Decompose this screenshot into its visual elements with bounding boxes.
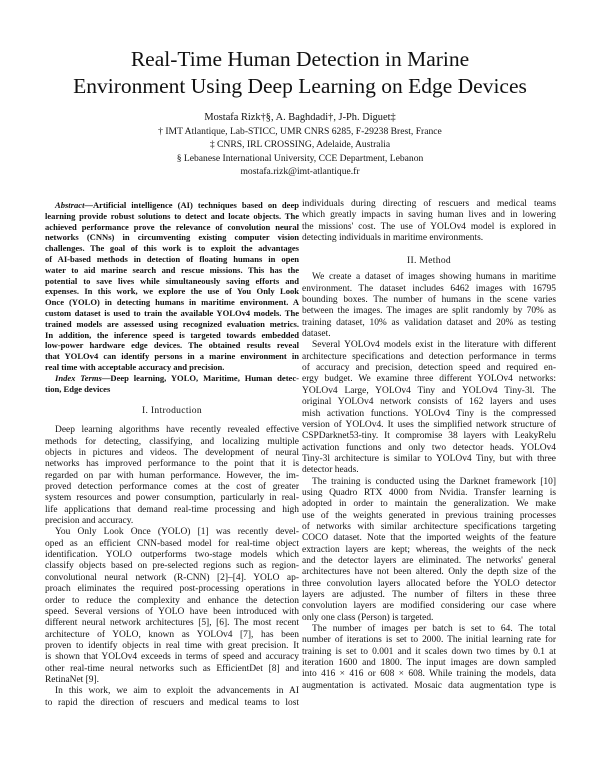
index-terms-line-1: [45, 373, 299, 384]
method-text: The number of images per batch is set to 64. The total: [312, 624, 556, 635]
intro-line: [45, 698, 299, 709]
method-text: CSPDarknet53-tiny. It compromise 38 layers with LeakyRelu: [302, 431, 556, 442]
right-column: [302, 199, 556, 692]
method-text: activation functions and only two detector heads. YOLOv4: [302, 442, 556, 453]
method-text: augmentation is activated. Mosaic data augmentation type is: [302, 680, 556, 691]
method-line: [302, 556, 556, 567]
method-line: [302, 488, 556, 499]
method-text: of networks with similar architecture specifications targeting: [302, 521, 556, 532]
method-text: number of iterations is set to 2000. The initial learning rate for: [302, 635, 556, 646]
intro-line: [45, 459, 299, 470]
method-text: The training is conducted using the Darknet framework [10]: [312, 476, 556, 487]
intro-cont-text: which greatly impacts in saving human lives and in lowering: [302, 210, 556, 221]
method-text: original YOLOv4 network consists of 162 layers and uses: [302, 397, 556, 408]
method-text: and the detector layers are eliminated. The networks' general: [302, 555, 556, 566]
method-text: architecture specifications and detection performance in terms: [302, 351, 556, 362]
method-line: [302, 522, 556, 533]
method-line: [302, 397, 556, 408]
method-line: [302, 681, 556, 692]
intro-text: proved detection performance comes at the cost of greater: [45, 482, 299, 493]
intro-line: [45, 505, 299, 516]
intro-line: [45, 641, 299, 652]
method-line: [302, 477, 556, 488]
intro-text: In this work, we aim to exploit the advancements in AI: [55, 686, 299, 697]
method-line: [302, 409, 556, 420]
method-text: bounding boxes. The number of humans in the scene varies: [302, 295, 556, 306]
intro-cont-text: the missions' cost. The use of YOLOv4 model is explored in: [302, 221, 556, 232]
intro-line: [45, 493, 299, 504]
intro-line: [45, 561, 299, 572]
intro-line: [45, 607, 299, 618]
intro-cont-line: [302, 222, 556, 233]
abstract-line: [45, 276, 299, 287]
method-line: [302, 374, 556, 385]
method-line: [302, 295, 556, 306]
abstract-line: [45, 254, 299, 265]
intro-text: system resources and power consumption, particularly in real-: [45, 493, 299, 504]
intro-text: other real-time neural networks such as EfficientDet [8] and: [45, 663, 299, 674]
method-line: [302, 601, 556, 612]
author-names: Mostafa Rizk†§, A. Baghdadi†, J-Ph. Diguet‡: [204, 112, 396, 123]
abstract-text: trained models are assessed using recognized evaluation metrics.: [45, 318, 299, 329]
method-text: convolution layers are modified considering our case where: [302, 601, 556, 612]
method-text: architectures have not been altered. Only the depth size of the: [302, 567, 556, 578]
intro-line: [45, 471, 299, 482]
intro-text: objects in pictures and videos. The development of neural: [45, 448, 299, 459]
method-line: [302, 284, 556, 295]
method-text: detector heads.: [302, 465, 359, 476]
abstract-line: [45, 232, 299, 243]
intro-line: [45, 596, 299, 607]
intro-line: [45, 437, 299, 448]
author-block: [60, 111, 540, 178]
method-line: [302, 386, 556, 397]
abstract-text: custom dataset is used to train the available YOLOv4 models. The: [45, 307, 299, 318]
intro-line: [45, 516, 299, 527]
method-text: three convolution layers allocated before the YOLO detector: [302, 578, 556, 589]
index-terms-label: Index Terms: [55, 372, 102, 383]
abstract-text: real time with acceptable accuracy and precision.: [45, 361, 225, 372]
abstract-line: [45, 265, 299, 276]
abstract-line: [45, 308, 299, 319]
method-text: layers are adjusted. The number of filters in these three: [302, 590, 556, 600]
method-text: mish activation functions. YOLOv4 Tiny is the compressed: [302, 408, 556, 419]
title-line-1: Real-Time Human Detection in Marine: [130, 47, 470, 71]
abstract-text: challenges. The goal of this work is to exploit the advantages: [45, 243, 299, 254]
method-line: [302, 318, 556, 329]
method-line: [302, 329, 556, 340]
method-line: [302, 272, 556, 283]
method-text: training dataset, 10% as validation dataset and 20% as testing: [302, 317, 556, 328]
intro-text: life applications that demand real-time processing and high: [45, 504, 299, 515]
method-text: ergy budget. We examine three different YOLOv4 networks:: [302, 374, 556, 385]
intro-line: [45, 527, 299, 538]
intro-text: RetinaNet [9].: [45, 674, 99, 685]
abstract-text: In addition, the inference speed is targeted towards embedded: [45, 329, 299, 340]
abstract-text: potential to save lives while simultaneously saving efforts and: [45, 275, 299, 286]
method-text: adopted in order to maintain the generalization. We make: [302, 499, 556, 510]
method-line: [302, 306, 556, 317]
index-terms-text-2: tion, Edge devices: [45, 383, 111, 394]
abstract-line: [45, 319, 299, 330]
abstract-line: [45, 211, 299, 222]
abstract-line: [45, 200, 299, 211]
intro-line: [45, 675, 299, 686]
abstract-text: water to aid marine search and rescue missions. This has the: [45, 264, 299, 275]
abstract: [45, 200, 299, 373]
intro-text: You Only Look Once (YOLO) [1] was recently devel-: [55, 527, 299, 538]
intro-cont-text: detecting individuals in maritime environments.: [302, 233, 484, 244]
method-line: [302, 499, 556, 510]
intro-text: speed. Several versions of YOLO have been introduced with: [45, 606, 299, 617]
section-heading-method: II. Method: [406, 255, 452, 267]
intro-cont-line: [302, 210, 556, 221]
method-text: Tiny-3l architecture is similar to YOLOv4 Tiny, but with three: [302, 453, 556, 464]
intro-text: order to reduce the complexity and enhance the detection: [45, 595, 299, 606]
abstract-line: [45, 286, 299, 297]
author-email[interactable]: mostafa.rizk@imt-atlantique.fr: [240, 165, 360, 177]
intro-text: oped as an efficient CNN-based model for real-time object: [45, 538, 299, 549]
method-line: [302, 431, 556, 442]
affiliation-2: ‡ CNRS, IRL CROSSING, Adelaide, Australia: [209, 139, 391, 151]
method-line: [302, 363, 556, 374]
intro-line: [45, 550, 299, 561]
method-line: [302, 658, 556, 669]
method-line: [302, 511, 556, 522]
method-line: [302, 579, 556, 590]
method-line: [302, 465, 556, 476]
method-line: [302, 352, 556, 363]
method-line: [302, 454, 556, 465]
method-text: use of the weights generated in previous training processes: [302, 510, 556, 521]
intro-line: [45, 539, 299, 550]
left-column: [45, 200, 299, 709]
method-line: [302, 613, 556, 624]
abstract-text: networks (CNNs) in circumventing existing computer vision: [45, 232, 299, 243]
intro-text: regarded on par with human performance. However, the im-: [45, 470, 299, 481]
intro-cont-line: [302, 199, 556, 210]
method-text: using Quadro RTX 4000 from Nvidia. Transfer learning is: [302, 487, 556, 498]
method-body: [302, 272, 556, 692]
abstract-line: [45, 222, 299, 233]
intro-text: different neural network architectures [5], [6]. The most recent: [45, 618, 299, 629]
intro-text: architecture of YOLO, known as YOLOv4 [7], has been: [45, 629, 299, 640]
intro-line: [45, 618, 299, 629]
method-line: [302, 340, 556, 351]
method-line: [302, 545, 556, 556]
method-line: [302, 590, 556, 601]
method-text: We create a dataset of images showing humans in maritime: [312, 272, 556, 283]
section-heading-introduction: I. Introduction: [142, 405, 202, 417]
abstract-text: low-power hardware edge devices. The obtained results reveal: [45, 340, 299, 351]
intro-text: is shown that YOLOv4 exceeds in terms of speed and accuracy: [45, 652, 299, 663]
abstract-text: expenses. In this work, we explore the use of You Only Look: [45, 286, 299, 297]
intro-cont-text: individuals during directing of rescuers and medical teams: [302, 199, 556, 209]
intro-line: [45, 482, 299, 493]
intro-text: Deep learning algorithms have recently revealed effective: [55, 425, 299, 436]
method-line: [302, 567, 556, 578]
method-text: of accuracy and precision, detection speed and required en-: [302, 363, 556, 374]
method-text: only one class (Person) is targeted.: [302, 612, 434, 623]
abstract-text: Once (YOLO) in detecting humans in maritime environment. A: [45, 297, 299, 308]
method-text: into 416 × 416 or 608 × 608. While training the models, data: [302, 669, 556, 680]
method-line: [302, 669, 556, 680]
intro-line: [45, 584, 299, 595]
abstract-line: [45, 297, 299, 308]
method-text: dataset.: [302, 329, 331, 340]
abstract-text: achieved performance prove the relevance of convolution neural: [45, 221, 299, 232]
affiliation-3: § Lebanese International University, CCE Department, Lebanon: [176, 152, 424, 164]
intro-line: [45, 686, 299, 697]
intro-text: precision and accuracy.: [45, 516, 134, 527]
method-text: extraction layers are kept; whereas, the weights of the neck: [302, 544, 556, 555]
intro-line: [45, 573, 299, 584]
method-text: COCO dataset. Note that the imported weights of the feature: [302, 533, 556, 544]
intro-line: [45, 664, 299, 675]
abstract-line: [45, 340, 299, 351]
method-text: environment. The dataset includes 6462 images with 16795: [302, 283, 556, 294]
intro-text: methods for detecting, classifying, and localizing multiple: [45, 436, 299, 447]
method-line: [302, 420, 556, 431]
intro-text: proach eliminates the required post-processing operations in: [45, 584, 299, 595]
abstract-line: [45, 362, 299, 373]
index-terms-text-1: —Deep learning, YOLO, Maritime, Human detec-: [101, 372, 299, 383]
method-text: YOLOv4 Large, YOLOv4 Tiny and YOLOv4 Tiny-3l. The: [302, 385, 556, 396]
abstract-text: learning provide robust solutions to detect and locate objects. The: [45, 210, 299, 221]
method-text: training is set to 0.001 and it scales down two times by 0.1 at: [302, 646, 556, 657]
index-terms-line-2: [45, 384, 299, 395]
intro-text: proven to identify objects in real time with great precision. It: [45, 640, 299, 651]
introduction-body: [45, 425, 299, 709]
affiliation-1: † IMT Atlantique, Lab-STICC, UMR CNRS 6285, F-29238 Brest, France: [158, 126, 442, 138]
abstract-line: [45, 330, 299, 341]
method-line: [302, 624, 556, 635]
intro-text: classify objects based on pre-selected regions such as region-: [45, 561, 299, 572]
title-line-2: Environment Using Deep Learning on Edge Devices: [73, 74, 527, 98]
method-line: [302, 443, 556, 454]
abstract-label: Abstract—: [55, 200, 93, 210]
abstract-line: [45, 243, 299, 254]
intro-cont-line: [302, 233, 556, 244]
intro-line: [45, 448, 299, 459]
intro-line: [45, 652, 299, 663]
abstract-text: that YOLOv4 can identify persons in a marine environment in: [45, 351, 299, 362]
method-text: version of YOLOv4. It uses the simplified network structure of: [302, 419, 556, 430]
intro-text: identification. YOLO outperforms two-stage models which: [45, 550, 299, 561]
method-line: [302, 533, 556, 544]
abstract-text: of AI-based methods in detection of floating humans in open: [45, 253, 299, 264]
introduction-continued: [302, 199, 556, 244]
method-text: between the images. The images are split randomly by 70% as: [302, 306, 556, 317]
abstract-text: Artificial intelligence (AI) techniques based on deep: [93, 200, 299, 210]
method-text: iteration 1600 and 1800. The input images are down sampled: [302, 658, 556, 669]
method-text: Several YOLOv4 models exist in the literature with different: [312, 340, 556, 351]
abstract-line: [45, 351, 299, 362]
intro-line: [45, 425, 299, 436]
intro-text: convolutional neural network (R-CNN) [2]–[4]. YOLO ap-: [45, 572, 299, 583]
paper-title: [40, 46, 560, 100]
intro-text: to rapid the direction of rescuers and medical teams to lost: [45, 697, 299, 708]
method-line: [302, 647, 556, 658]
method-line: [302, 635, 556, 646]
intro-text: networks has improved performance to the point that it is: [45, 459, 299, 470]
intro-line: [45, 630, 299, 641]
